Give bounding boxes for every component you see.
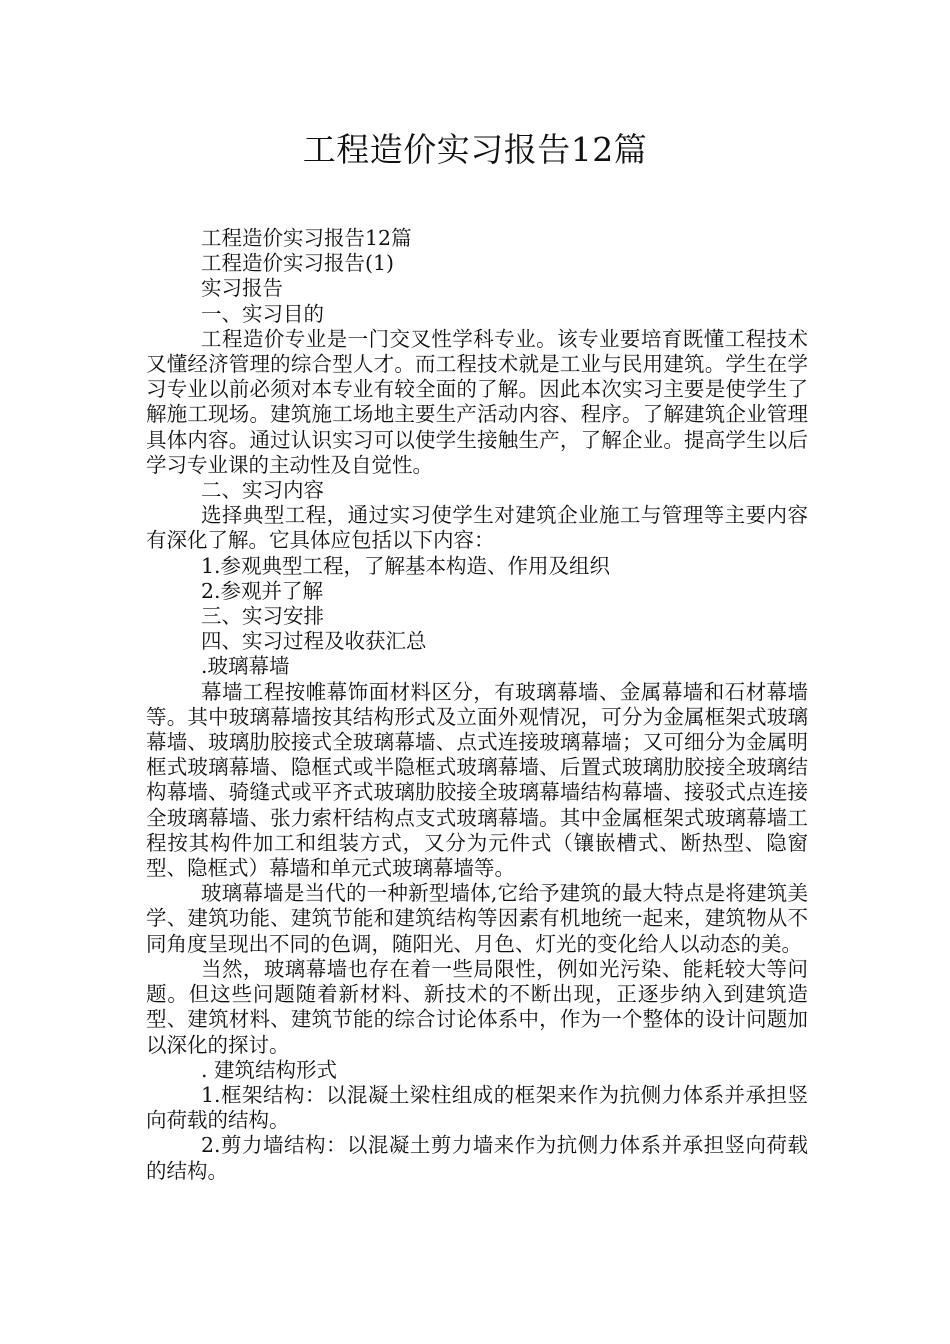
subheading-glass-curtain-wall: .玻璃幕墙 (201, 654, 290, 679)
paragraph-content: 选择典型工程，通过实习使学生对建筑企业施工与管理等主要内容有深化了解。它具体应包括以下内容： (146, 503, 808, 553)
section-heading-content: 二、实习内容 (201, 478, 324, 503)
document-body (146, 226, 808, 1184)
subheading-structure-forms: . 建筑结构形式 (201, 1057, 338, 1082)
list-item-visit-typical: 1.参观典型工程，了解基本构造、作用及组织 (201, 553, 611, 578)
paragraph-curtain-wall-types: 幕墙工程按帷幕饰面材料区分，有玻璃幕墙、金属幕墙和石材幕墙等。其中玻璃幕墙按其结构形式及立面外观情况，可分为金属框架式玻璃幕墙、玻璃肋胶接式全玻璃幕墙、点式连接玻璃幕墙；又可细分为金属明框式玻璃幕墙、隐框式或半隐框式玻璃幕墙、后置式玻璃肋胶接全玻璃结构幕墙、骑缝式或平齐式玻璃肋胶接全玻璃幕墙结构幕墙、接驳式点连接全玻璃幕墙、张力索杆结构点支式玻璃幕墙。其中金属框架式玻璃幕墙工程按其构件加工和组装方式，又分为元件式（镶嵌槽式、断热型、隐窗型、隐框式）幕墙和单元式玻璃幕墙等。 (146, 679, 808, 881)
list-item-frame-structure: 1.框架结构：以混凝土梁柱组成的框架来作为抗侧力体系并承担竖向荷载的结构。 (146, 1082, 808, 1133)
document-title: 工程造价实习报告12篇 (302, 130, 648, 169)
paragraph-report-label: 实习报告 (201, 276, 283, 301)
list-item-visit-understand: 2.参观并了解 (201, 578, 324, 603)
section-heading-process: 四、实习过程及收获汇总 (201, 629, 427, 654)
section-heading-arrangement: 三、实习安排 (201, 604, 324, 629)
paragraph-curtain-wall-features: 玻璃幕墙是当代的一种新型墙体,它给予建筑的最大特点是将建筑美学、建筑功能、建筑节能和建筑结构等因素有机地统一起来，建筑物从不同角度呈现出不同的色调，随阳光、月色、灯光的变化给人以动态的美。 (146, 881, 808, 956)
paragraph-report-1-title: 工程造价实习报告(1) (201, 251, 395, 276)
list-item-shear-wall-structure: 2.剪力墙结构：以混凝土剪力墙来作为抗侧力体系并承担竖向荷载的结构。 (146, 1133, 808, 1183)
paragraph-curtain-wall-limitations: 当然，玻璃幕墙也存在着一些局限性，例如光污染、能耗较大等问题。但这些问题随着新材料、新技术的不断出现，正逐步纳入到建筑造型、建筑材料、建筑节能的综合讨论体系中，作为一个整体的设计问题加以深化的探讨。 (146, 956, 808, 1057)
paragraph-purpose: 工程造价专业是一门交叉性学科专业。该专业要培育既懂工程技术又懂经济管理的综合型人才。而工程技术就是工业与民用建筑。学生在学习专业以前必须对本专业有较全面的了解。因此本次实习主要是使学生了解施工现场。建筑施工场地主要生产活动内容、程序。了解建筑企业管理具体内容。通过认识实习可以使学生接触生产，了解企业。提高学生以后学习专业课的主动性及自觉性。 (146, 326, 808, 477)
section-heading-purpose: 一、实习目的 (201, 301, 324, 326)
paragraph-heading-main: 工程造价实习报告12篇 (201, 226, 412, 250)
